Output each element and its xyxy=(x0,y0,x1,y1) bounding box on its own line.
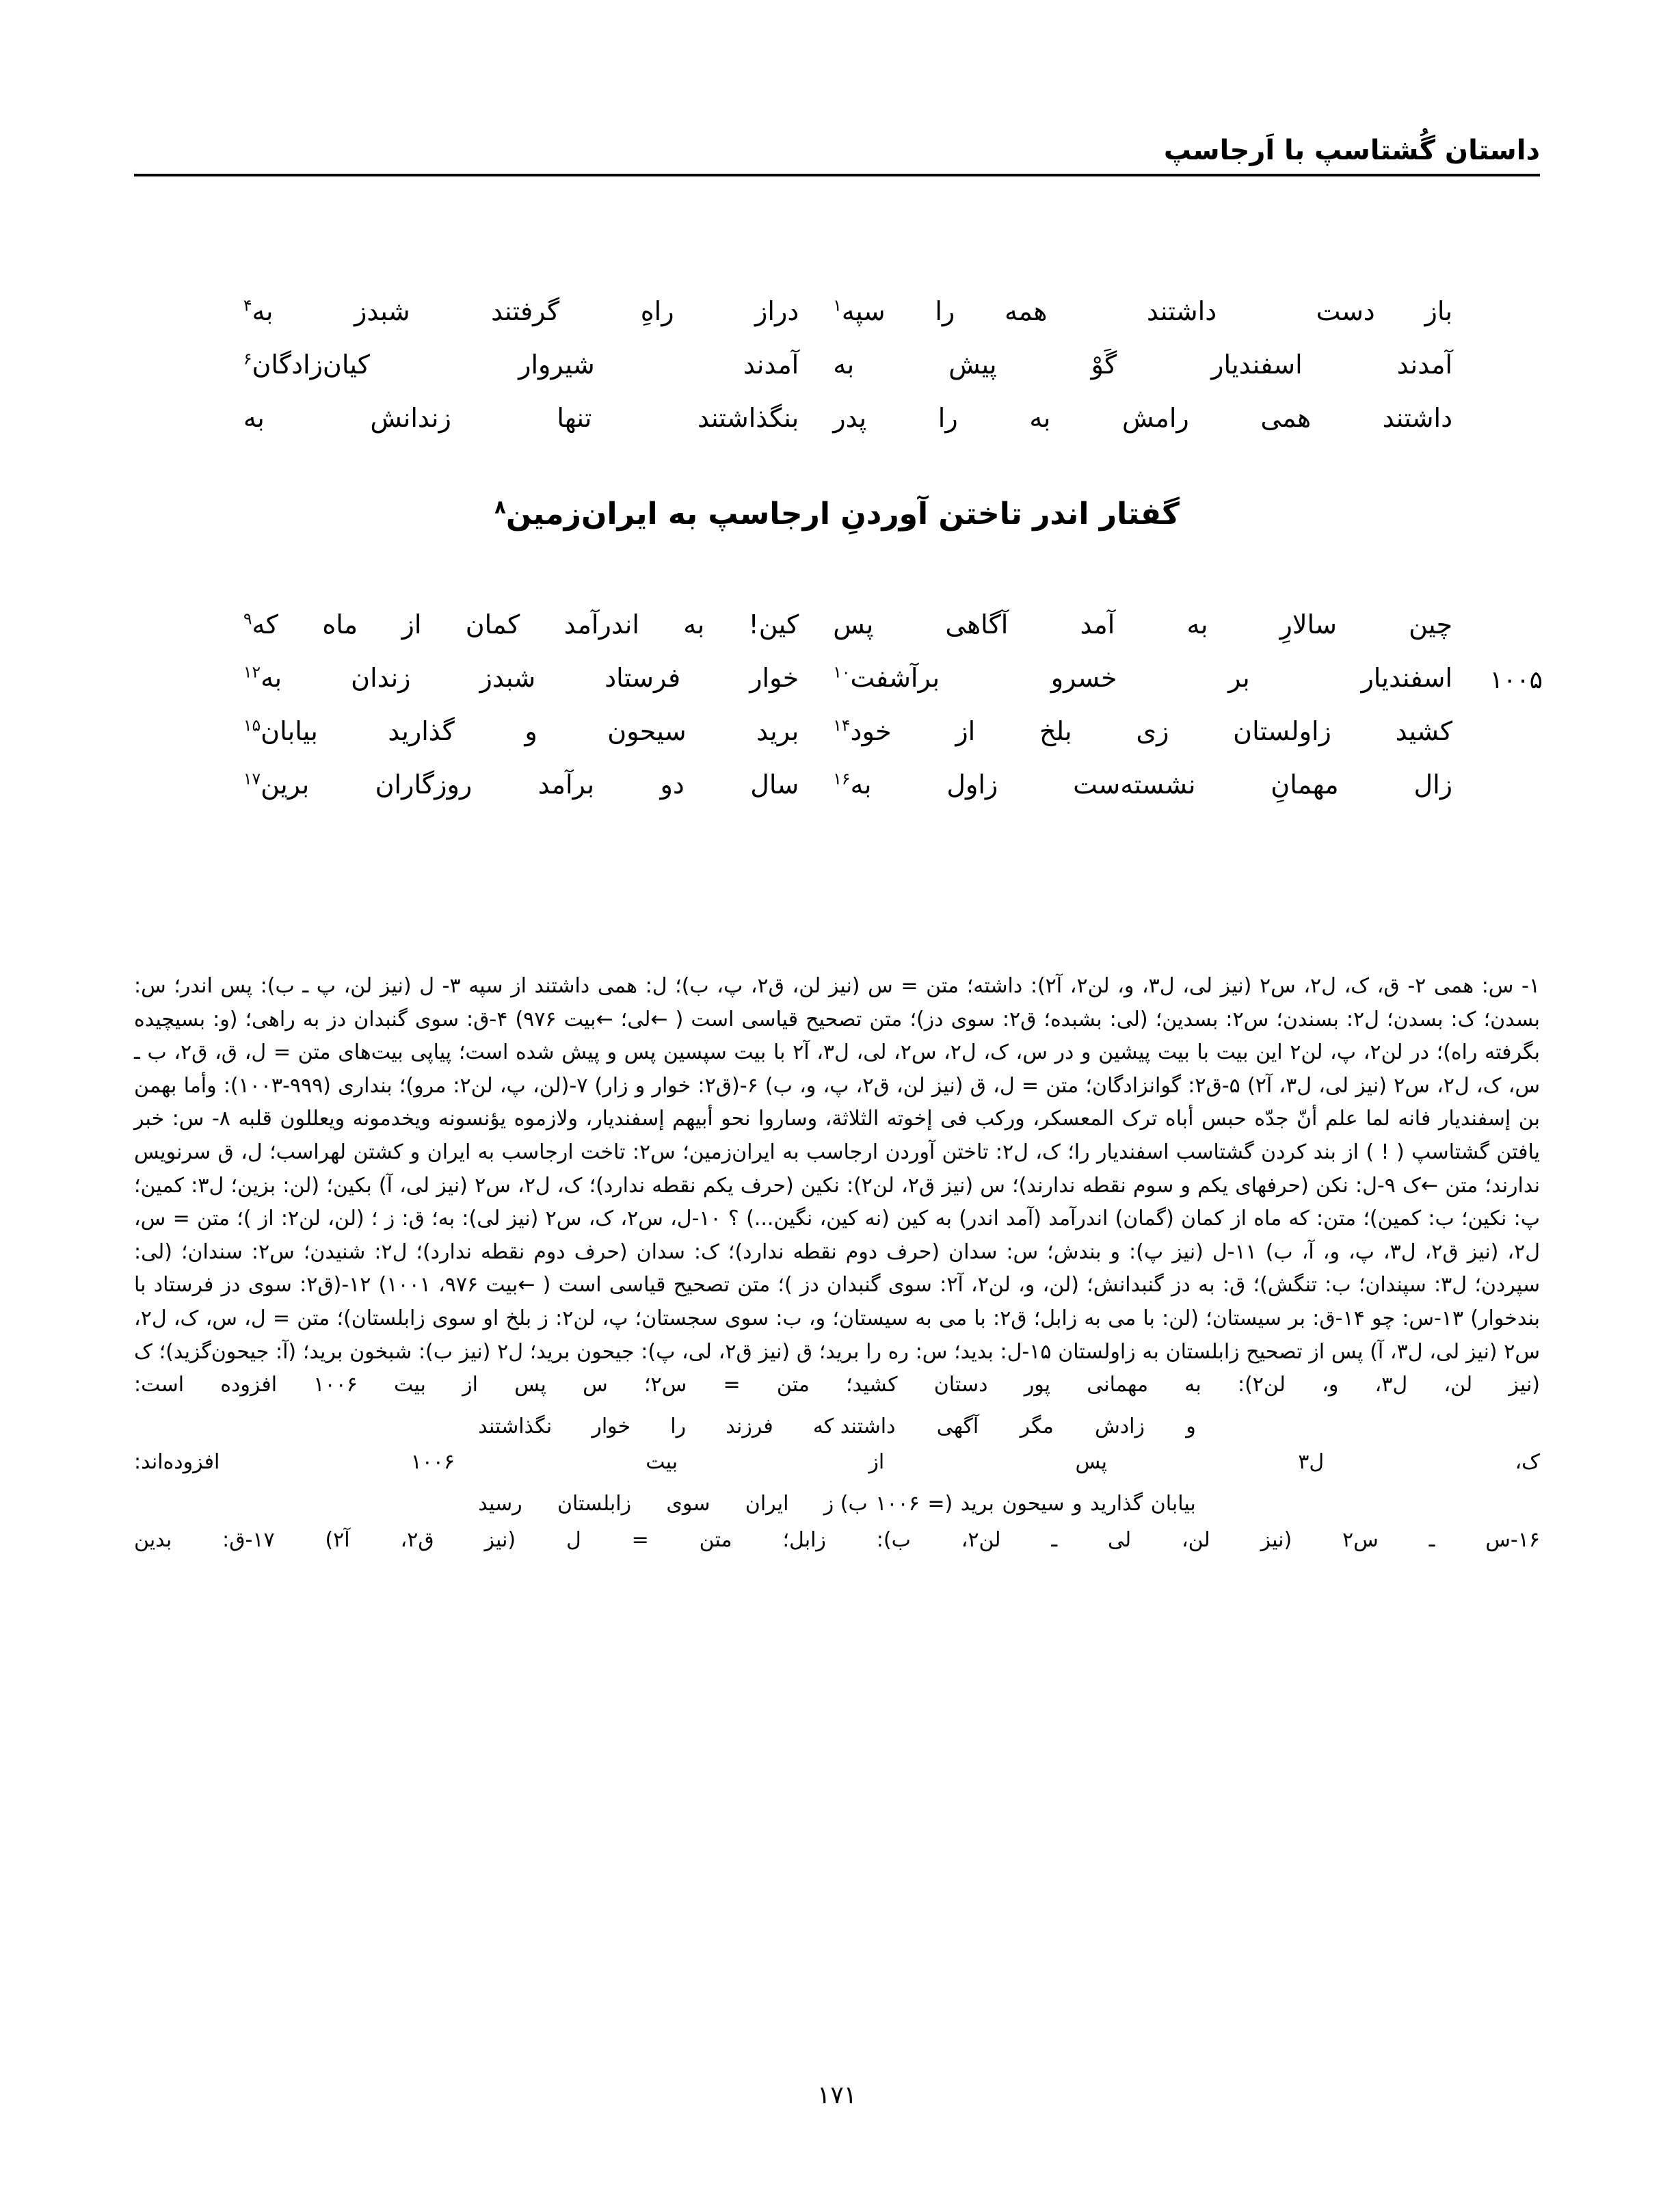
running-header-title: داستان گُشتاسپ با اَرجاسپ xyxy=(1163,135,1540,166)
inserted-verse-one xyxy=(134,1410,1540,1444)
footnote-marker: ۱۷ xyxy=(243,769,261,789)
page-number: ۱۷۱ xyxy=(816,2081,857,2109)
verse-line xyxy=(134,715,1540,769)
footnote-marker: ۱۰ xyxy=(833,662,851,682)
hemistich-right: کشید زاولستان زی بلخ از خود$^{۱۴}$ xyxy=(833,715,1452,746)
verse-line xyxy=(134,402,1540,456)
footnote-marker: ۱۶ xyxy=(833,769,851,789)
footnote-marker: ۸ xyxy=(494,497,506,518)
verse-line xyxy=(134,349,1540,402)
hemistich-left: آمدند شیروار کیان‌زادگان$^۶$ xyxy=(243,349,799,380)
hemistich-right: داشتند همی رامش به را پدر xyxy=(833,403,1452,433)
footnote-paragraph-two-lead: ک، ل٣ پس از بیت ۱۰۰۶ افزوده‌اند: xyxy=(134,1450,1540,1475)
hemistich-left: بنگذاشتند تنها زندانش به xyxy=(243,403,799,433)
hemistich-right: چین سالارِ به آمد آگاهی پس xyxy=(833,609,1452,640)
verse-number: ۱۰۰۵ xyxy=(1489,666,1543,694)
hemistich-left: برید سیحون و گذارید بیابان$^{۱۵}$ xyxy=(243,715,799,746)
running-header xyxy=(134,134,1540,176)
hemistich-left: سال دو برآمد روزگاران برین$^{۱۷}$ xyxy=(243,769,799,800)
verse-line xyxy=(134,769,1540,822)
verse-line xyxy=(134,662,1543,715)
inserted-verse-two-hemistich-right: بیابان گذارید و سیحون برید (= ۱۰۰۶ ب) xyxy=(840,1491,1196,1516)
footnote-marker: ۱۵ xyxy=(243,715,261,735)
verse-block-one xyxy=(134,295,1540,456)
footnote-paragraph-three: ۱۶-س ـ س٢ (نیز لن، لی ـ لن٢، ب): زابل؛ متن = ل (نیز ق٢، آ٢) ۱۷-ق: بدین xyxy=(134,1527,1540,1552)
header-divider-rule xyxy=(134,174,1540,176)
footnote-paragraph-one: ۱- س: همی ۲- ق، ک، ل٢، س٢ (نیز لی، ل٣، و، لن٢، آ٢): داشته؛ متن = س (نیز لن، ق٢، پ، ب)؛ ل: همی داشتند از سپه ۳- ل (نیز لن، پ ـ ب): پس اندر؛ س: بسدن؛ ک: بسدن؛ ل٢: بسندن؛ س٢: بسدین؛ (لی: بشبده؛ ق٢: سوی دز)؛ متن تصحیح قیاسی است ( ←لی؛ ←بیت ۹۷۶) ۴-ق: سوی گنبدان دز به راهی؛ (و: بسیچیده بگرفته راه)؛ در لن٢، پ، لن٢ این بیت با بیت پیشین و در س، ک، ل٢، س٢، لی، ل٣، آ٢ با بیت سپسین پس و پیش شده است؛ پیاپی بیت‌های متن = ل، ق، ق٢، ب ـ س، ک، ل٢، س٢ (نیز لی، ل٣، آ٢) ۵-ق٢: گوانزادگان؛ متن = ل، ق (نیز لن، ق٢، پ، و، ب) ۶-(ق٢: خوار و زار) ۷-(لن، پ، لن٢: مرو)؛ بنداری (۹۹۹-۱۰۰۳): وأما بهمن بن إسفندیار فانه لما علم أنّ جدّه حبس أباه ترک المعسکر، ورکب فی إخوته الثلاثة، وساروا نحو أبیهم إسفندیار، ولازموه یؤنسونه ویخدمونه ویعللون قلبه ۸- س: خبر یافتن گشتاسپ ( ! ) از بند کردن گشتاسب اسفندیار را؛ ک، ل٢: تاختن آوردن ارجاسب به ایران‌زمین؛ س٢: تاخت ارجاسب به ایران و کشتن لهراسب؛ ل، ق سرنویس ندارند؛ متن ←ک ۹-ل: نکن (حرفهای یکم و سوم نقطه ندارند)؛ س (نیز ق٢، لن٢): نکین (حرف یکم نقطه ندارد)؛ ک، ل٢، س٢ (نیز لی، آ) بکین؛ (لن: بزین؛ ل٣: کمین؛ پ: نکین؛ ب: کمین)؛ متن: که ماه از کمان (گمان) اندرآمد (آمد اندر) به کین (نه کین، نگین...) ؟ ۱۰-ل، س٢، ک، س٢ (نیز لی): به؛ ق: ز ؛ (لن، لن٢: از )؛ متن = س، ل٢، (نیز ق٢، ل٣، پ، و، آ، ب) ۱۱-ل (نیز پ): و بندش؛ س: سدان (حرف دوم نقطه ندارد)؛ ک: سدان (حرف دوم نقطه ندارد)؛ ل٢: شنیدن؛ س٢: سندان؛ (لی: سپردن؛ ل٣: سپندان؛ ب: تنگش)؛ ق: به دز گنبدانش؛ (لن، و، لن٢، آ٢: سوی گنبدان دز )؛ متن تصحیح قیاسی است ( ←بیت ۹۷۶، ۱۰۰۱) ۱۲-(ق٢: سوی دز فرستاد با بندخوار) ۱۳-س: چو ۱۴-ق: بر سیستان؛ (لن: با می به زابل؛ ق٢: با می به سیستان؛ و، ب: سوی سجستان؛ پ، لن٢: ز بلخ او سوی زابلستان)؛ متن = ل، س، ک، ل٢، س٢ (نیز لی، ل٣، آ) پس از تصحیح زابلستان به زاولستان ۱۵-ل: بدید؛ س: ره را برید؛ ق (نیز ق٢، لی، پ): جیحون برید؛ ل٢ (نیز ب): شبخون برید؛ (آ: جیحون‌گزید)؛ ک (نیز لن، ل٣، و، لن٢): به مهمانی پور دستان کشید؛ متن = س٢؛ س پس از بیت ۱۰۰۶ افزوده است: xyxy=(134,974,1541,1397)
inserted-verse-two xyxy=(134,1488,1540,1521)
hemistich-left: خوار فرستاد شبدز زندان به$^{۱۲}$ xyxy=(243,662,799,693)
inserted-verse-two-hemistich-left: ز ایران سوی زابلستان رسید xyxy=(478,1491,834,1516)
footnote-marker: ۱ xyxy=(833,295,842,315)
inserted-verse-hemistich-right: و زادش مگر آگهی داشتند xyxy=(840,1414,1196,1438)
hemistich-right: باز دست داشتند همه را سپه$^۱$ xyxy=(833,295,1452,326)
hemistich-right: اسفندیار بر خسرو برآشفت$^{۱۰}$ xyxy=(833,662,1452,693)
section-heading: گفتار اندر تاختن آوردنِ ارجاسپ به ایران‌زمین$^۸$ xyxy=(494,497,1180,531)
footnote-marker: ۱۴ xyxy=(833,715,851,735)
hemistich-left: دراز راهِ گرفتند شبدز به$^۴$ xyxy=(243,295,799,326)
verse-block-two xyxy=(134,609,1543,822)
footnote-marker: ۶ xyxy=(243,349,252,369)
footnote-marker: ۹ xyxy=(243,609,252,629)
verse-line xyxy=(134,295,1540,349)
footnote-apparatus xyxy=(134,970,1540,1557)
inserted-verse-hemistich-left: که فرزند را خوار نگذاشتند xyxy=(478,1414,834,1438)
hemistich-left: کین! به اندرآمد کمان از ماه که$^۹$ xyxy=(243,609,799,640)
hemistich-right: زال مهمانِ نشسته‌ست زاول به$^{۱۶}$ xyxy=(833,769,1452,800)
footnote-marker: ۱۲ xyxy=(243,662,261,682)
footnote-marker: ۴ xyxy=(243,295,252,315)
verse-line xyxy=(134,609,1540,662)
hemistich-right: آمدند اسفندیار گَوْ پیش به xyxy=(833,350,1452,380)
